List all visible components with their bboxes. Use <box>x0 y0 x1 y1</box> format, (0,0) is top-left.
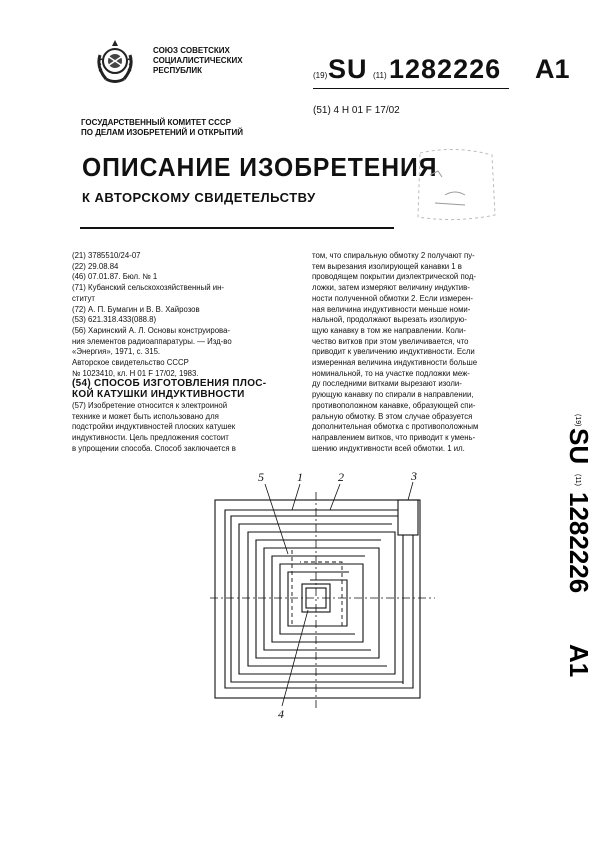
spiral-turn <box>256 540 381 658</box>
abstract-line: том, что спиральную обмотку 2 получают пу- <box>312 251 475 260</box>
abstract-line: номинальной, то на участке подложки меж- <box>312 368 470 378</box>
abstract-line: щую канавку в том же направлении. Коли- <box>312 325 466 335</box>
biblio-line: (72) А. П. Бумагин и В. В. Хайрозов <box>72 304 200 314</box>
abstract-line: в упрощении способа. Способ заключается в <box>72 443 236 453</box>
abstract-line: (57) Изобретение относится к электроиной <box>72 400 228 410</box>
abstract-line: чество витков при этом увеличивается, что <box>312 336 469 346</box>
vertical-patent-number: 1282226 <box>564 492 594 594</box>
biblio-line: (71) Кубанский сельскохозяйственный ин- <box>72 283 224 293</box>
invention-title-line: (54) СПОСОБ ИЗГОТОВЛЕНИЯ ПЛОС- <box>72 378 267 390</box>
biblio-line: (46) 07.01.87. Бюл. № 1 <box>72 272 158 282</box>
biblio-line: (22) 29.08.84 <box>72 261 119 271</box>
ussr-emblem-icon <box>92 37 138 87</box>
ipc-code: H 01 F 17/02 <box>341 105 400 116</box>
spiral-turn <box>225 510 413 688</box>
org-line: СОЦИАЛИСТИЧЕСКИХ <box>153 56 243 65</box>
abstract-line: шению индуктивности всей обмотки. 1 ил. <box>312 443 465 453</box>
leader-line <box>330 484 340 510</box>
committee-name <box>81 118 301 138</box>
abstract-line: рующую канавку по спирали в направлении, <box>312 390 474 400</box>
spiral-turn <box>288 572 349 626</box>
document-title: ОПИСАНИЕ ИЗОБРЕТЕНИЯ <box>82 152 438 182</box>
committee-line: ПО ДЕЛАМ ИЗОБРЕТЕНИЙ И ОТКРЫТИЙ <box>81 128 244 137</box>
org-line: СОЮЗ СОВЕТСКИХ <box>153 46 230 55</box>
abstract-line: подстройки индуктивностей плоских катушек <box>72 422 236 432</box>
terminal-pad <box>398 500 418 535</box>
abstract-line: тем вырезания изолирующей канавки 1 в <box>312 261 462 271</box>
committee-line: ГОСУДАРСТВЕННЫЙ КОМИТЕТ СССР <box>81 118 231 127</box>
kind-code: A1 <box>535 54 570 84</box>
abstract-line: противоположном канавке, образующей спи- <box>312 400 476 410</box>
abstract-line: технике и может быть использовано для <box>72 411 219 421</box>
bibliographic-column <box>72 251 298 454</box>
abstract-line: ности полученной обмотки 2. Если измерен- <box>312 293 473 303</box>
abstract-line: дополнительная обмотка с противоположным <box>312 422 479 432</box>
document-subtitle: К АВТОРСКОМУ СВИДЕТЕЛЬСТВУ <box>82 190 316 205</box>
vertical-country-code: SU <box>564 428 594 465</box>
biblio-line: № 1023410, кл. Н 01 F 17/02, 1983. <box>72 368 199 378</box>
substrate-outline <box>215 500 420 698</box>
abstract-line: приводит к увеличению индуктивности. Если <box>312 347 475 357</box>
org-line: РЕСПУБЛИК <box>153 66 202 75</box>
code-underline <box>313 88 509 89</box>
abstract-line: ная величина индуктивности меньше номи- <box>312 304 471 314</box>
country-tag: (19) <box>313 71 328 80</box>
leader-line <box>265 484 288 554</box>
abstract-line: направлением витков, что приводит к умень- <box>312 432 476 442</box>
biblio-line: «Энергия», 1971, с. 315. <box>72 347 161 357</box>
invention-title-line: КОЙ КАТУШКИ ИНДУКТИВНОСТИ <box>72 389 245 401</box>
label-winding: 2 <box>338 470 344 484</box>
biblio-line: Авторское свидетельство СССР <box>72 358 189 368</box>
label-groove: 1 <box>297 470 303 484</box>
biblio-line: ния элементов радиоаппаратуры. — Изд-во <box>72 336 232 346</box>
label-additional-winding: 5 <box>258 470 264 484</box>
org-name <box>153 46 323 76</box>
title-rule <box>80 227 394 229</box>
abstract-line: индуктивности. Цель предложения состоит <box>72 432 229 442</box>
number-tag: (11) <box>373 71 387 80</box>
spiral-turn <box>272 556 365 642</box>
abstract-line: ральную обмотку. В этом случае образуется <box>312 411 473 421</box>
ipc-classification <box>313 105 400 116</box>
ipc-tag: (51) 4 <box>313 105 340 116</box>
abstract-line: ложки, затем измеряют величину индуктив- <box>312 283 470 293</box>
biblio-line: (21) 3785510/24-07 <box>72 251 141 260</box>
leader-line <box>408 482 413 500</box>
vertical-kind-code: A1 <box>564 644 594 678</box>
abstract-line: нальной, продолжают вырезать изолирую- <box>312 315 467 325</box>
document-code <box>313 54 595 90</box>
spiral-turn <box>239 524 395 674</box>
vertical-country-tag: (19) <box>574 414 581 427</box>
abstract-line: проводящем покрытии диэлектрической под- <box>312 272 476 282</box>
library-stamp <box>410 145 500 225</box>
patent-number: 1282226 <box>389 54 502 84</box>
biblio-line: (56) Харинский А. Л. Основы конструирова- <box>72 325 231 335</box>
biblio-line: (53) 621.318.433(088.8) <box>72 315 157 325</box>
inductor-figure <box>210 470 435 720</box>
vertical-number-tag: (11) <box>574 474 581 486</box>
label-center-pad: 4 <box>278 707 284 721</box>
biblio-line: ститут <box>72 293 95 303</box>
leader-line <box>292 484 300 510</box>
vertical-document-code <box>550 412 594 702</box>
country-code: SU <box>328 54 368 84</box>
abstract-column <box>312 251 544 454</box>
abstract-line: измеренная величина индуктивности больше <box>312 358 478 368</box>
label-terminal: 3 <box>411 469 417 483</box>
abstract-line: ду последними витками вырезают изоли- <box>312 379 462 389</box>
